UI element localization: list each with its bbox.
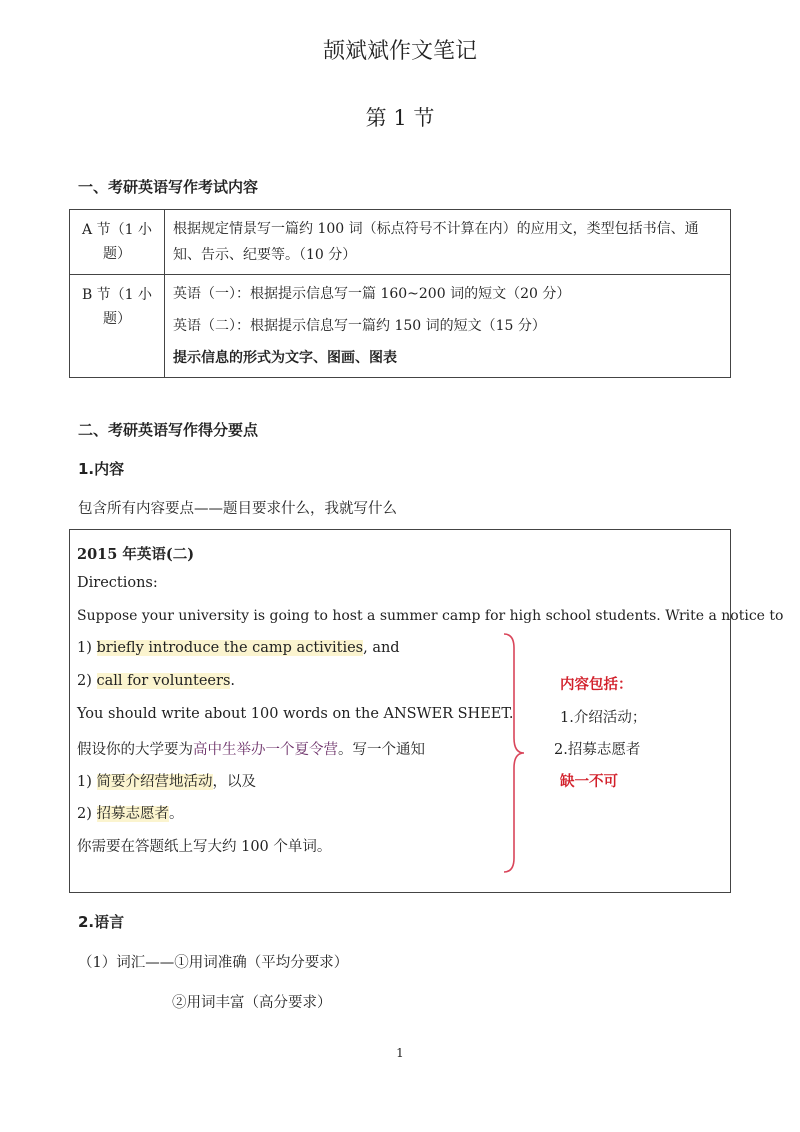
section-a-desc: 根据规定情景写一篇约 100 词（标点符号不计算在内）的应用文，类型包括书信、通知、告示、纪要等。（10 分） [165, 210, 731, 275]
cn-task-item-2-highlight: 招募志愿者 [96, 806, 169, 822]
cn-prompt [77, 738, 425, 759]
table-row [70, 275, 731, 378]
annotation-point-1: 1.介绍活动； [560, 710, 647, 726]
task-item-2-tail: . [230, 673, 235, 689]
vocab-line-2: ②用词丰富（高分要求） [172, 995, 332, 1011]
annotation-title: 内容包括： [560, 677, 633, 693]
cn-task-item-2 [77, 802, 184, 823]
exam-content-table [69, 209, 731, 378]
task-item-1-tail: , and [363, 640, 400, 656]
directions-prompt: Suppose your university is going to host a summer camp for high school students. Write a notice to [77, 608, 784, 624]
section-a-cell: A 节（1 小题） [70, 210, 165, 275]
language-heading: 2.语言 [78, 913, 125, 931]
page-number: 1 [396, 1046, 404, 1060]
curly-brace-icon [502, 630, 526, 876]
section-b-desc [165, 275, 731, 378]
part1-heading: 一、考研英语写作考试内容 [78, 178, 259, 196]
vocab-line-1: （1）词汇——①用词准确（平均分要求） [78, 955, 349, 971]
section-label: 第 1 节 [365, 106, 435, 130]
cn-task-item-1-num: 1) [77, 774, 92, 790]
cn-task-item-1 [77, 770, 256, 791]
prompt-format-note: 提示信息的形式为文字、图画、图表 [173, 350, 397, 366]
table-row [70, 210, 731, 275]
content-heading: 1.内容 [78, 460, 125, 478]
content-description: 包含所有内容要点——题目要求什么，我就写什么 [78, 501, 397, 517]
cn-task-item-1-highlight: 简要介绍营地活动 [96, 774, 213, 790]
example-year-title: 2015 年英语(二) [77, 546, 195, 563]
document-title: 颉斌斌作文笔记 [322, 39, 477, 64]
example-box [69, 529, 784, 893]
cn-task-item-1-tail: ，以及 [212, 774, 256, 790]
cn-task-item-2-num: 2) [77, 806, 92, 822]
directions-label: Directions: [77, 575, 158, 591]
part2-heading: 二、考研英语写作得分要点 [78, 421, 259, 439]
english-one-line: 英语（一）：根据提示信息写一篇 160~200 词的短文（20 分） [173, 286, 571, 302]
english-two-line: 英语（二）：根据提示信息写一篇约 150 词的短文（15 分） [173, 318, 546, 334]
task-item-2-num: 2) [77, 673, 92, 689]
annotation-point-2: 2.招募志愿者 [554, 742, 641, 758]
section-b-cell: B 节（1 小题） [70, 275, 165, 378]
cn-task-item-2-tail: 。 [169, 806, 184, 822]
word-requirement: You should write about 100 words on the ANSWER SHEET. [77, 706, 514, 722]
task-item-1-num: 1) [77, 640, 92, 656]
cn-prompt-a: 假设你的大学要为 [77, 742, 193, 758]
cn-prompt-b: 高中生举办一个夏令营 [193, 742, 338, 758]
task-item-2-highlight: call for volunteers [96, 673, 231, 689]
cn-prompt-c: 。写一个通知 [338, 742, 425, 758]
task-item-1-highlight: briefly introduce the camp activities [96, 640, 364, 656]
task-item-2 [77, 673, 235, 689]
task-item-1 [77, 640, 400, 656]
annotation-note: 缺一不可 [560, 774, 618, 790]
cn-word-requirement: 你需要在答题纸上写大约 100 个单词。 [77, 839, 332, 855]
